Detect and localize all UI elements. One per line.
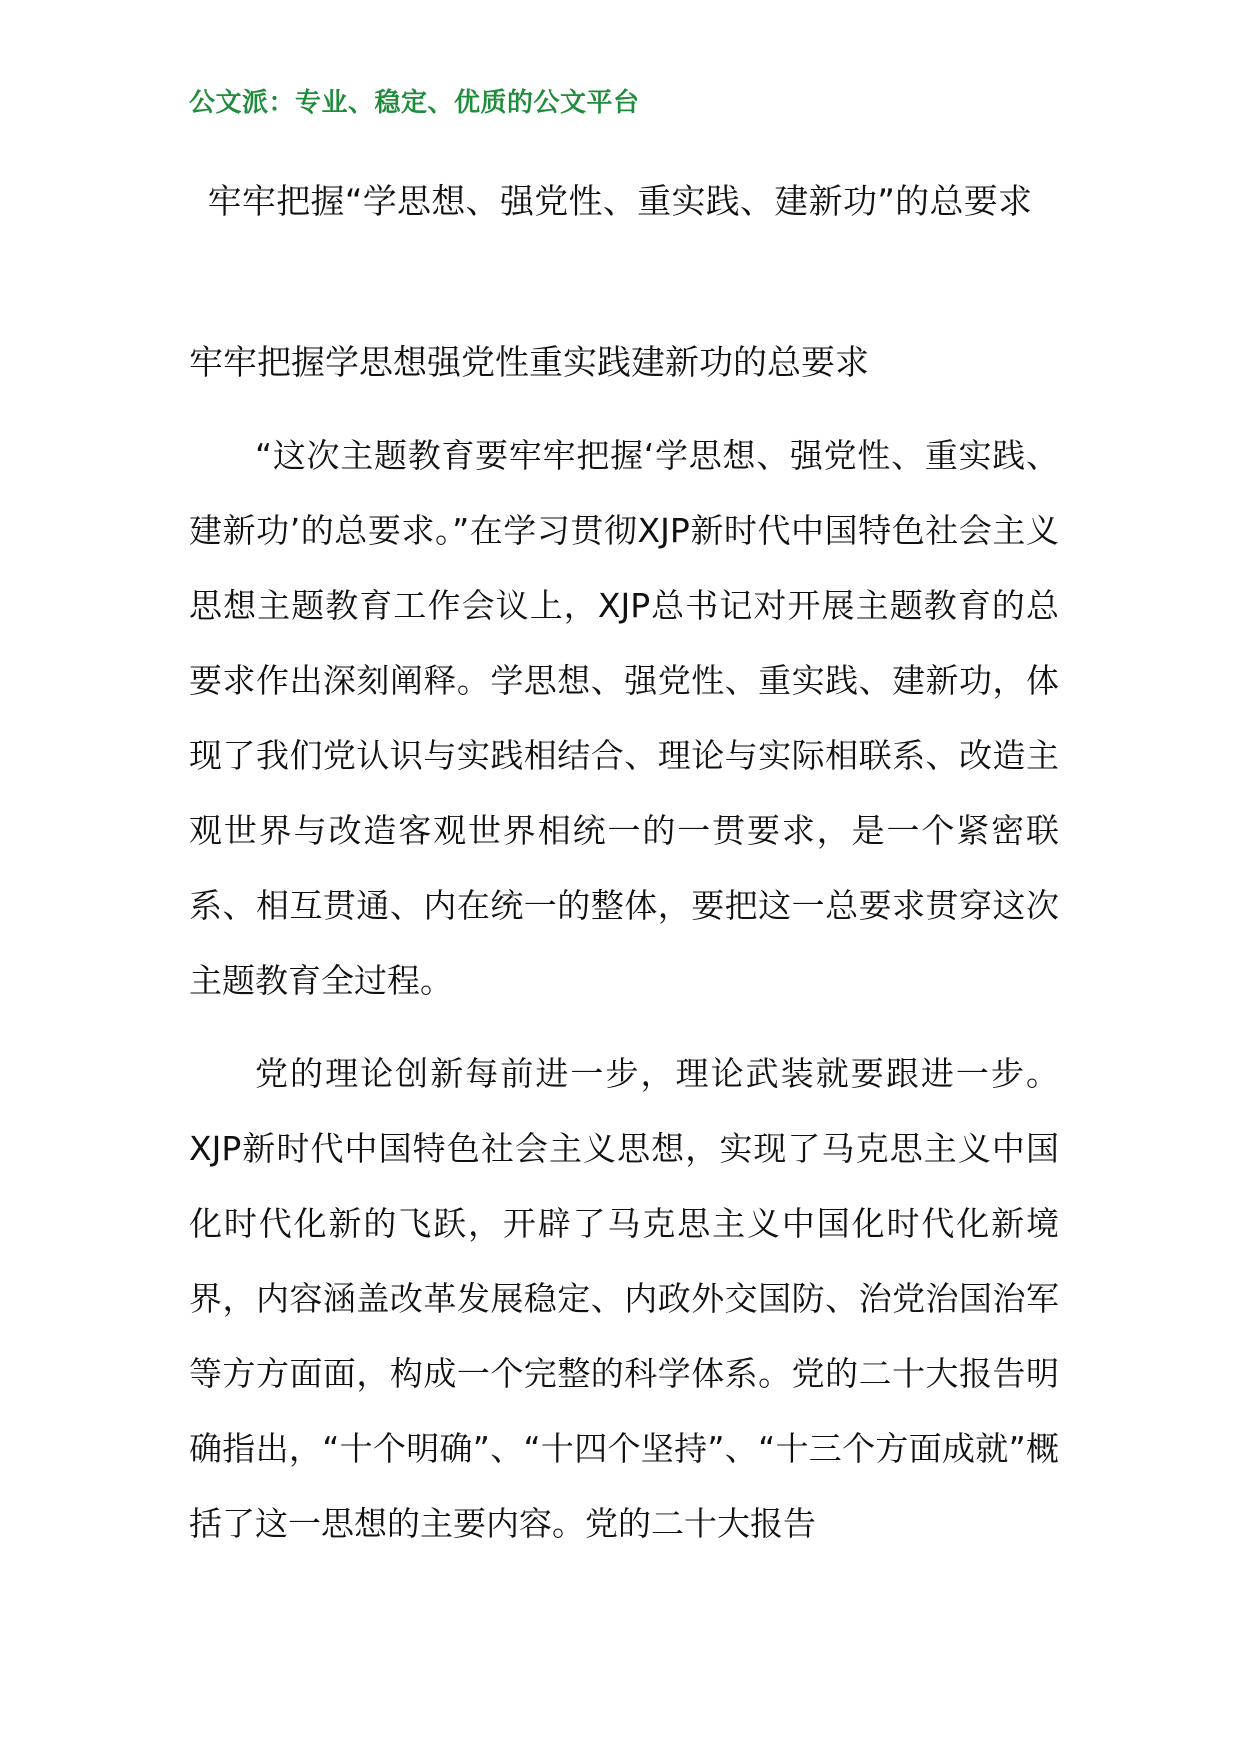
- document-subtitle: 牢牢把握学思想强党性重实践建新功的总要求: [189, 343, 869, 383]
- header-brand: 公文派：专业、稳定、优质的公文平台: [189, 88, 640, 118]
- body-paragraph-2: 党的理论创新每前进一步，理论武装就要跟进一步。XJP新时代中国特色社会主义思想，实现了马克思主义中国化时代化新的飞跃，开辟了马克思主义中国化时代化新境界，内容涵盖改革发展稳定、内政外交国防、治党治国治军等方方面面，构成一个完整的科学体系。党的二十大报告明确指出，“十个明确”、“十四个坚持”、“十三个方面成就”概括了这一思想的主要内容。党的二十大报告: [189, 1054, 1059, 1543]
- document-title: 牢牢把握“学思想、强党性、重实践、建新功”的总要求: [207, 182, 1033, 222]
- body-paragraph-1: “这次主题教育要牢牢把握‘学思想、强党性、重实践、建新功’的总要求。”在学习贯彻XJP新时代中国特色社会主义思想主题教育工作会议上，XJP总书记对开展主题教育的总要求作出深刻阐释。学思想、强党性、重实践、建新功，体现了我们党认识与实践相结合、理论与实际相联系、改造主观世界与改造客观世界相统一的一贯要求，是一个紧密联系、相互贯通、内在统一的整体，要把这一总要求贯穿这次主题教育全过程。: [189, 436, 1059, 1000]
